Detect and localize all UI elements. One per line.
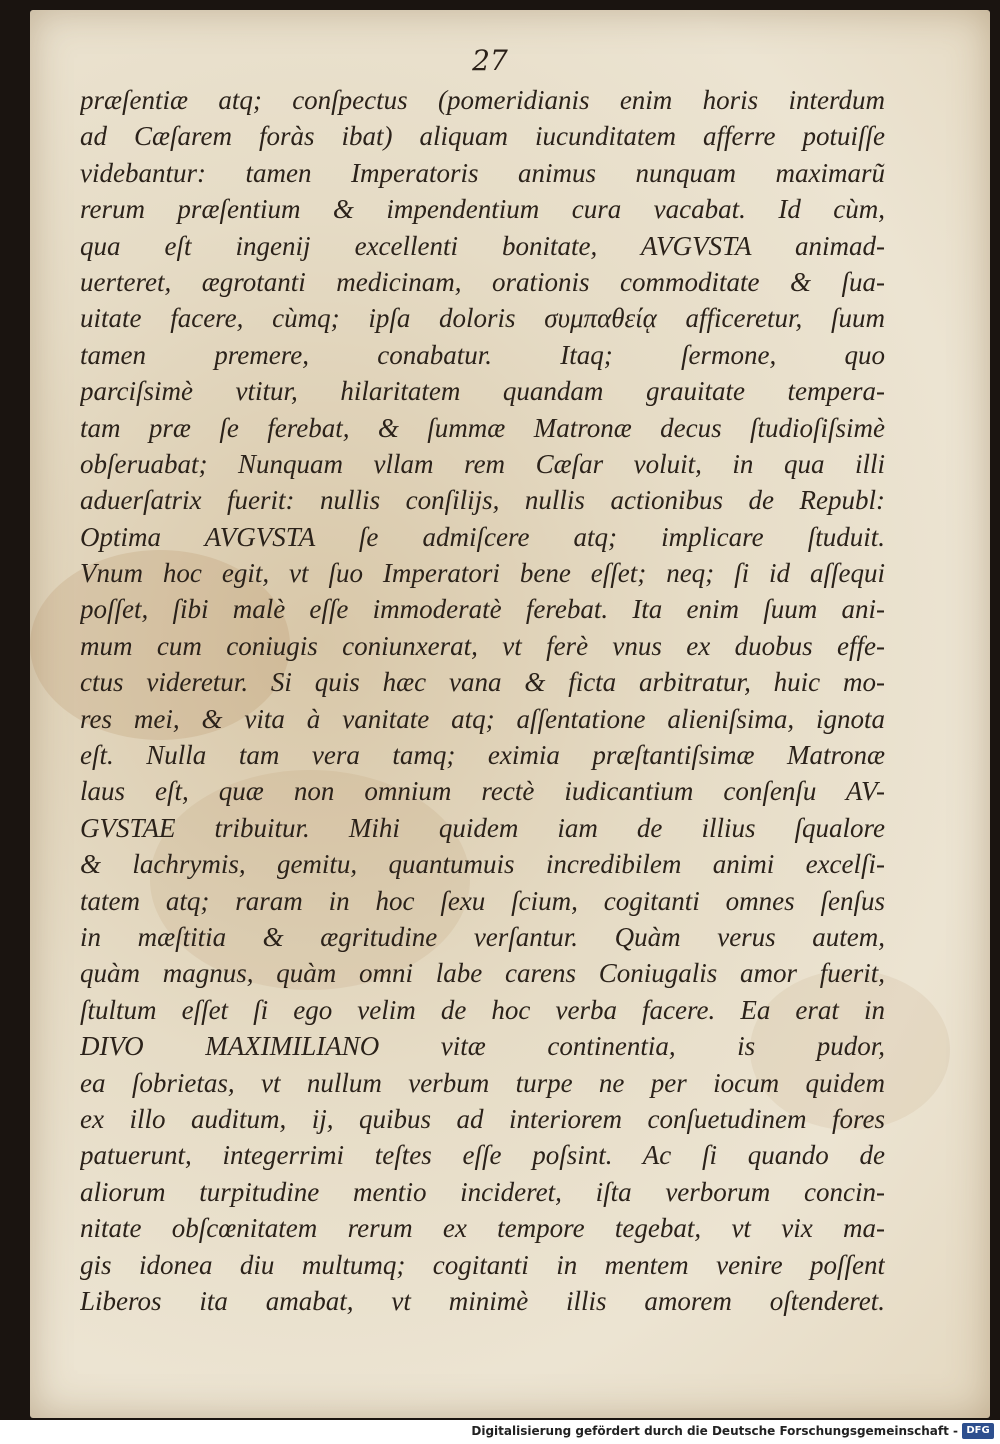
text-line: rerum præſentium & impendentium cura vacabat. Id cùm,	[80, 194, 885, 225]
text-line: tam præ ſe ferebat, & ſummæ Matronæ decus ſtudioſiſsimè	[80, 412, 885, 443]
text-line: quàm magnus, quàm omni labe carens Coniugalis amor fuerit,	[80, 958, 885, 989]
funding-credit: Digitalisierung gefördert durch die Deutsche Forschungsgemeinschaft -	[471, 1424, 958, 1438]
page-number: 27	[472, 44, 508, 77]
text-line: obſeruabat; Nunquam vllam rem Cæſar voluit, in qua illi	[80, 448, 885, 479]
body-text	[80, 82, 885, 1319]
text-line: præſentiæ atq; conſpectus (pomeridianis enim horis interdum	[80, 85, 885, 115]
text-line: eſt. Nulla tam vera tamq; eximia præſtantiſsimæ Matronæ	[80, 740, 885, 771]
text-line: tamen premere, conabatur. Itaq; ſermone, quo	[80, 339, 885, 370]
footer-bar	[0, 1420, 1000, 1444]
text-line: ad Cæſarem foràs ibat) aliquam iucunditatem afferre potuiſſe	[80, 121, 885, 152]
text-line: uerteret, ægrotanti medicinam, orationis commoditate & ſua-	[80, 266, 885, 297]
text-line: Optima AVGVSTA ſe admiſcere atq; implicare ſtuduit.	[80, 521, 885, 552]
text-line: nitate obſcœnitatem rerum ex tempore tegebat, vt vix ma-	[80, 1213, 885, 1244]
dfg-logo: DFG	[962, 1423, 994, 1439]
text-line: ctus videretur. Si quis hæc vana & ficta arbitratur, huic mo-	[80, 667, 885, 698]
text-line: aduerſatrix fuerit: nullis conſilijs, nullis actionibus de Republ:	[80, 485, 885, 516]
text-line: ex illo auditum, ij, quibus ad interiorem conſuetudinem fores	[80, 1103, 885, 1134]
text-line: poſſet, ſibi malè eſſe immoderatè ferebat. Ita enim ſuum ani-	[80, 594, 885, 625]
text-line: DIVO MAXIMILIANO vitæ continentia, is pudor,	[80, 1031, 885, 1062]
text-line: uitate facere, cùmq; ipſa doloris συμπαθείᾳ afficeretur, ſuum	[80, 303, 885, 334]
text-line: qua eſt ingenij excellenti bonitate, AVGVSTA animad-	[80, 230, 885, 261]
text-line: Vnum hoc egit, vt ſuo Imperatori bene eſſet; neq; ſi id aſſequi	[80, 558, 885, 589]
text-line: GVSTAE tribuitur. Mihi quidem iam de illius ſqualore	[80, 812, 885, 843]
text-line: in mæſtitia & ægritudine verſantur. Quàm verus autem,	[80, 921, 885, 952]
text-line: parciſsimè vtitur, hilaritatem quandam grauitate tempera-	[80, 376, 885, 407]
text-line: videbantur: tamen Imperatoris animus nunquam maximarũ	[80, 157, 885, 188]
text-line: Liberos ita amabat, vt minimè illis amorem oſtenderet.	[80, 1285, 885, 1316]
text-line: patuerunt, integerrimi teſtes eſſe poſsint. Ac ſi quando de	[80, 1140, 885, 1171]
text-line: mum cum coniugis coniunxerat, vt ferè vnus ex duobus effe-	[80, 630, 885, 661]
text-line: aliorum turpitudine mentio incideret, iſta verborum concin-	[80, 1176, 885, 1207]
text-line: tatem atq; raram in hoc ſexu ſcium, cogitanti omnes ſenſus	[80, 885, 885, 916]
text-line: & lachrymis, gemitu, quantumuis incredibilem animi excelſi-	[80, 849, 885, 880]
text-line: ea ſobrietas, vt nullum verbum turpe ne per iocum quidem	[80, 1067, 885, 1098]
text-line: ſtultum eſſet ſi ego velim de hoc verba facere. Ea erat in	[80, 994, 885, 1025]
text-line: res mei, & vita à vanitate atq; aſſentatione alieniſsima, ignota	[80, 703, 885, 734]
text-line: gis idonea diu multumq; cogitanti in mentem venire poſſent	[80, 1249, 885, 1280]
text-line: laus eſt, quæ non omnium rectè iudicantium conſenſu AV-	[80, 776, 885, 807]
book-page	[30, 10, 990, 1418]
